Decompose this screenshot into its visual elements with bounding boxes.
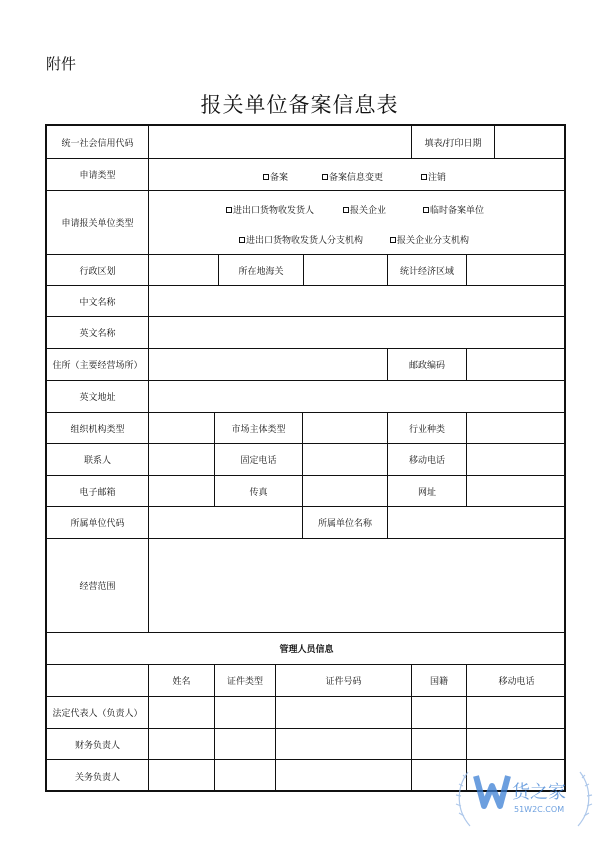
checkbox-icon[interactable]: [423, 207, 429, 213]
checkbox-icon[interactable]: [421, 174, 427, 180]
apply-option-cancel[interactable]: 注销: [421, 170, 446, 183]
checkbox-icon[interactable]: [263, 174, 269, 180]
parent-code-field[interactable]: [149, 507, 303, 539]
en-address-field[interactable]: [149, 381, 566, 413]
registration-form-table: [45, 124, 566, 792]
legal-rep-id-type-field[interactable]: [215, 697, 276, 729]
watermark-logo: [450, 760, 598, 832]
legal-rep-mobile-field[interactable]: [467, 697, 566, 729]
postcode-field[interactable]: [467, 349, 566, 381]
email-field[interactable]: [149, 476, 215, 507]
fax-label: 传真: [215, 476, 303, 507]
legal-rep-name-field[interactable]: [149, 697, 215, 729]
unit-type-label: 申请报关单位类型: [47, 191, 149, 255]
legal-rep-id-number-field[interactable]: [276, 697, 412, 729]
finance-id-type-field[interactable]: [215, 729, 276, 760]
address-label: 住所（主要经营场所）: [47, 349, 149, 381]
contact-label: 联系人: [47, 444, 149, 476]
cn-name-label: 中文名称: [47, 286, 149, 317]
unit-option-temporary[interactable]: 临时备案单位: [423, 203, 484, 216]
customs-name-field[interactable]: [149, 760, 215, 792]
watermark-brand: 货之家: [512, 782, 566, 803]
mgmt-header-blank: [47, 665, 149, 697]
finance-name-field[interactable]: [149, 729, 215, 760]
customs-id-number-field[interactable]: [276, 760, 412, 792]
unit-option-broker[interactable]: 报关企业: [343, 203, 386, 216]
website-field[interactable]: [467, 476, 566, 507]
checkbox-icon[interactable]: [343, 207, 349, 213]
mgmt-role-finance: 财务负责人: [47, 729, 149, 760]
mgmt-header-id-type: 证件类型: [215, 665, 276, 697]
mgmt-header-mobile: 移动电话: [467, 665, 566, 697]
unit-option-consignee[interactable]: 进出口货物收发货人: [226, 203, 314, 216]
en-name-field[interactable]: [149, 317, 566, 349]
unit-option-broker-branch[interactable]: 报关企业分支机构: [390, 233, 469, 246]
checkbox-icon[interactable]: [390, 237, 396, 243]
econ-region-field[interactable]: [467, 255, 566, 286]
mgmt-role-customs: 关务负责人: [47, 760, 149, 792]
customs-location-field[interactable]: [304, 255, 388, 286]
apply-option-register[interactable]: 备案: [263, 170, 288, 183]
apply-type-label: 申请类型: [47, 159, 149, 191]
industry-field[interactable]: [467, 413, 566, 444]
legal-rep-nationality-field[interactable]: [412, 697, 467, 729]
mgmt-header-nationality: 国籍: [412, 665, 467, 697]
apply-option-change[interactable]: 备案信息变更: [322, 170, 383, 183]
unit-option-consignee-branch[interactable]: 进出口货物收发货人分支机构: [239, 233, 363, 246]
cn-name-field[interactable]: [149, 286, 566, 317]
postcode-label: 邮政编码: [388, 349, 467, 381]
business-scope-label: 经营范围: [47, 539, 149, 633]
district-label: 行政区划: [47, 255, 149, 286]
district-field[interactable]: [149, 255, 219, 286]
checkbox-icon[interactable]: [239, 237, 245, 243]
phone-field[interactable]: [303, 444, 388, 476]
attachment-label: 附件: [46, 55, 77, 73]
mobile-label: 移动电话: [388, 444, 467, 476]
credit-code-label: 统一社会信用代码: [47, 126, 149, 159]
mgmt-role-legal-rep: 法定代表人（负责人）: [47, 697, 149, 729]
mgmt-header-name: 姓名: [149, 665, 215, 697]
phone-label: 固定电话: [215, 444, 303, 476]
form-title: 报关单位备案信息表: [200, 93, 399, 117]
econ-region-label: 统计经济区域: [388, 255, 467, 286]
business-scope-field[interactable]: [149, 539, 566, 633]
checkbox-icon[interactable]: [226, 207, 232, 213]
org-type-field[interactable]: [149, 413, 215, 444]
parent-code-label: 所属单位代码: [47, 507, 149, 539]
mgmt-header-id-number: 证件号码: [276, 665, 412, 697]
fill-date-label: 填表/打印日期: [412, 126, 495, 159]
industry-label: 行业种类: [388, 413, 467, 444]
finance-mobile-field[interactable]: [467, 729, 566, 760]
market-type-field[interactable]: [303, 413, 388, 444]
credit-code-field[interactable]: [149, 126, 412, 159]
fill-date-field[interactable]: [495, 126, 566, 159]
finance-id-number-field[interactable]: [276, 729, 412, 760]
finance-nationality-field[interactable]: [412, 729, 467, 760]
en-address-label: 英文地址: [47, 381, 149, 413]
org-type-label: 组织机构类型: [47, 413, 149, 444]
customs-location-label: 所在地海关: [219, 255, 304, 286]
fax-field[interactable]: [303, 476, 388, 507]
email-label: 电子邮箱: [47, 476, 149, 507]
en-name-label: 英文名称: [47, 317, 149, 349]
address-field[interactable]: [149, 349, 388, 381]
mgmt-section-title: 管理人员信息: [47, 633, 566, 665]
parent-name-label: 所属单位名称: [303, 507, 388, 539]
checkbox-icon[interactable]: [322, 174, 328, 180]
customs-id-type-field[interactable]: [215, 760, 276, 792]
website-label: 网址: [388, 476, 467, 507]
contact-field[interactable]: [149, 444, 215, 476]
mobile-field[interactable]: [467, 444, 566, 476]
parent-name-field[interactable]: [388, 507, 566, 539]
watermark-domain: 51W2C.COM: [514, 805, 565, 814]
market-type-label: 市场主体类型: [215, 413, 303, 444]
